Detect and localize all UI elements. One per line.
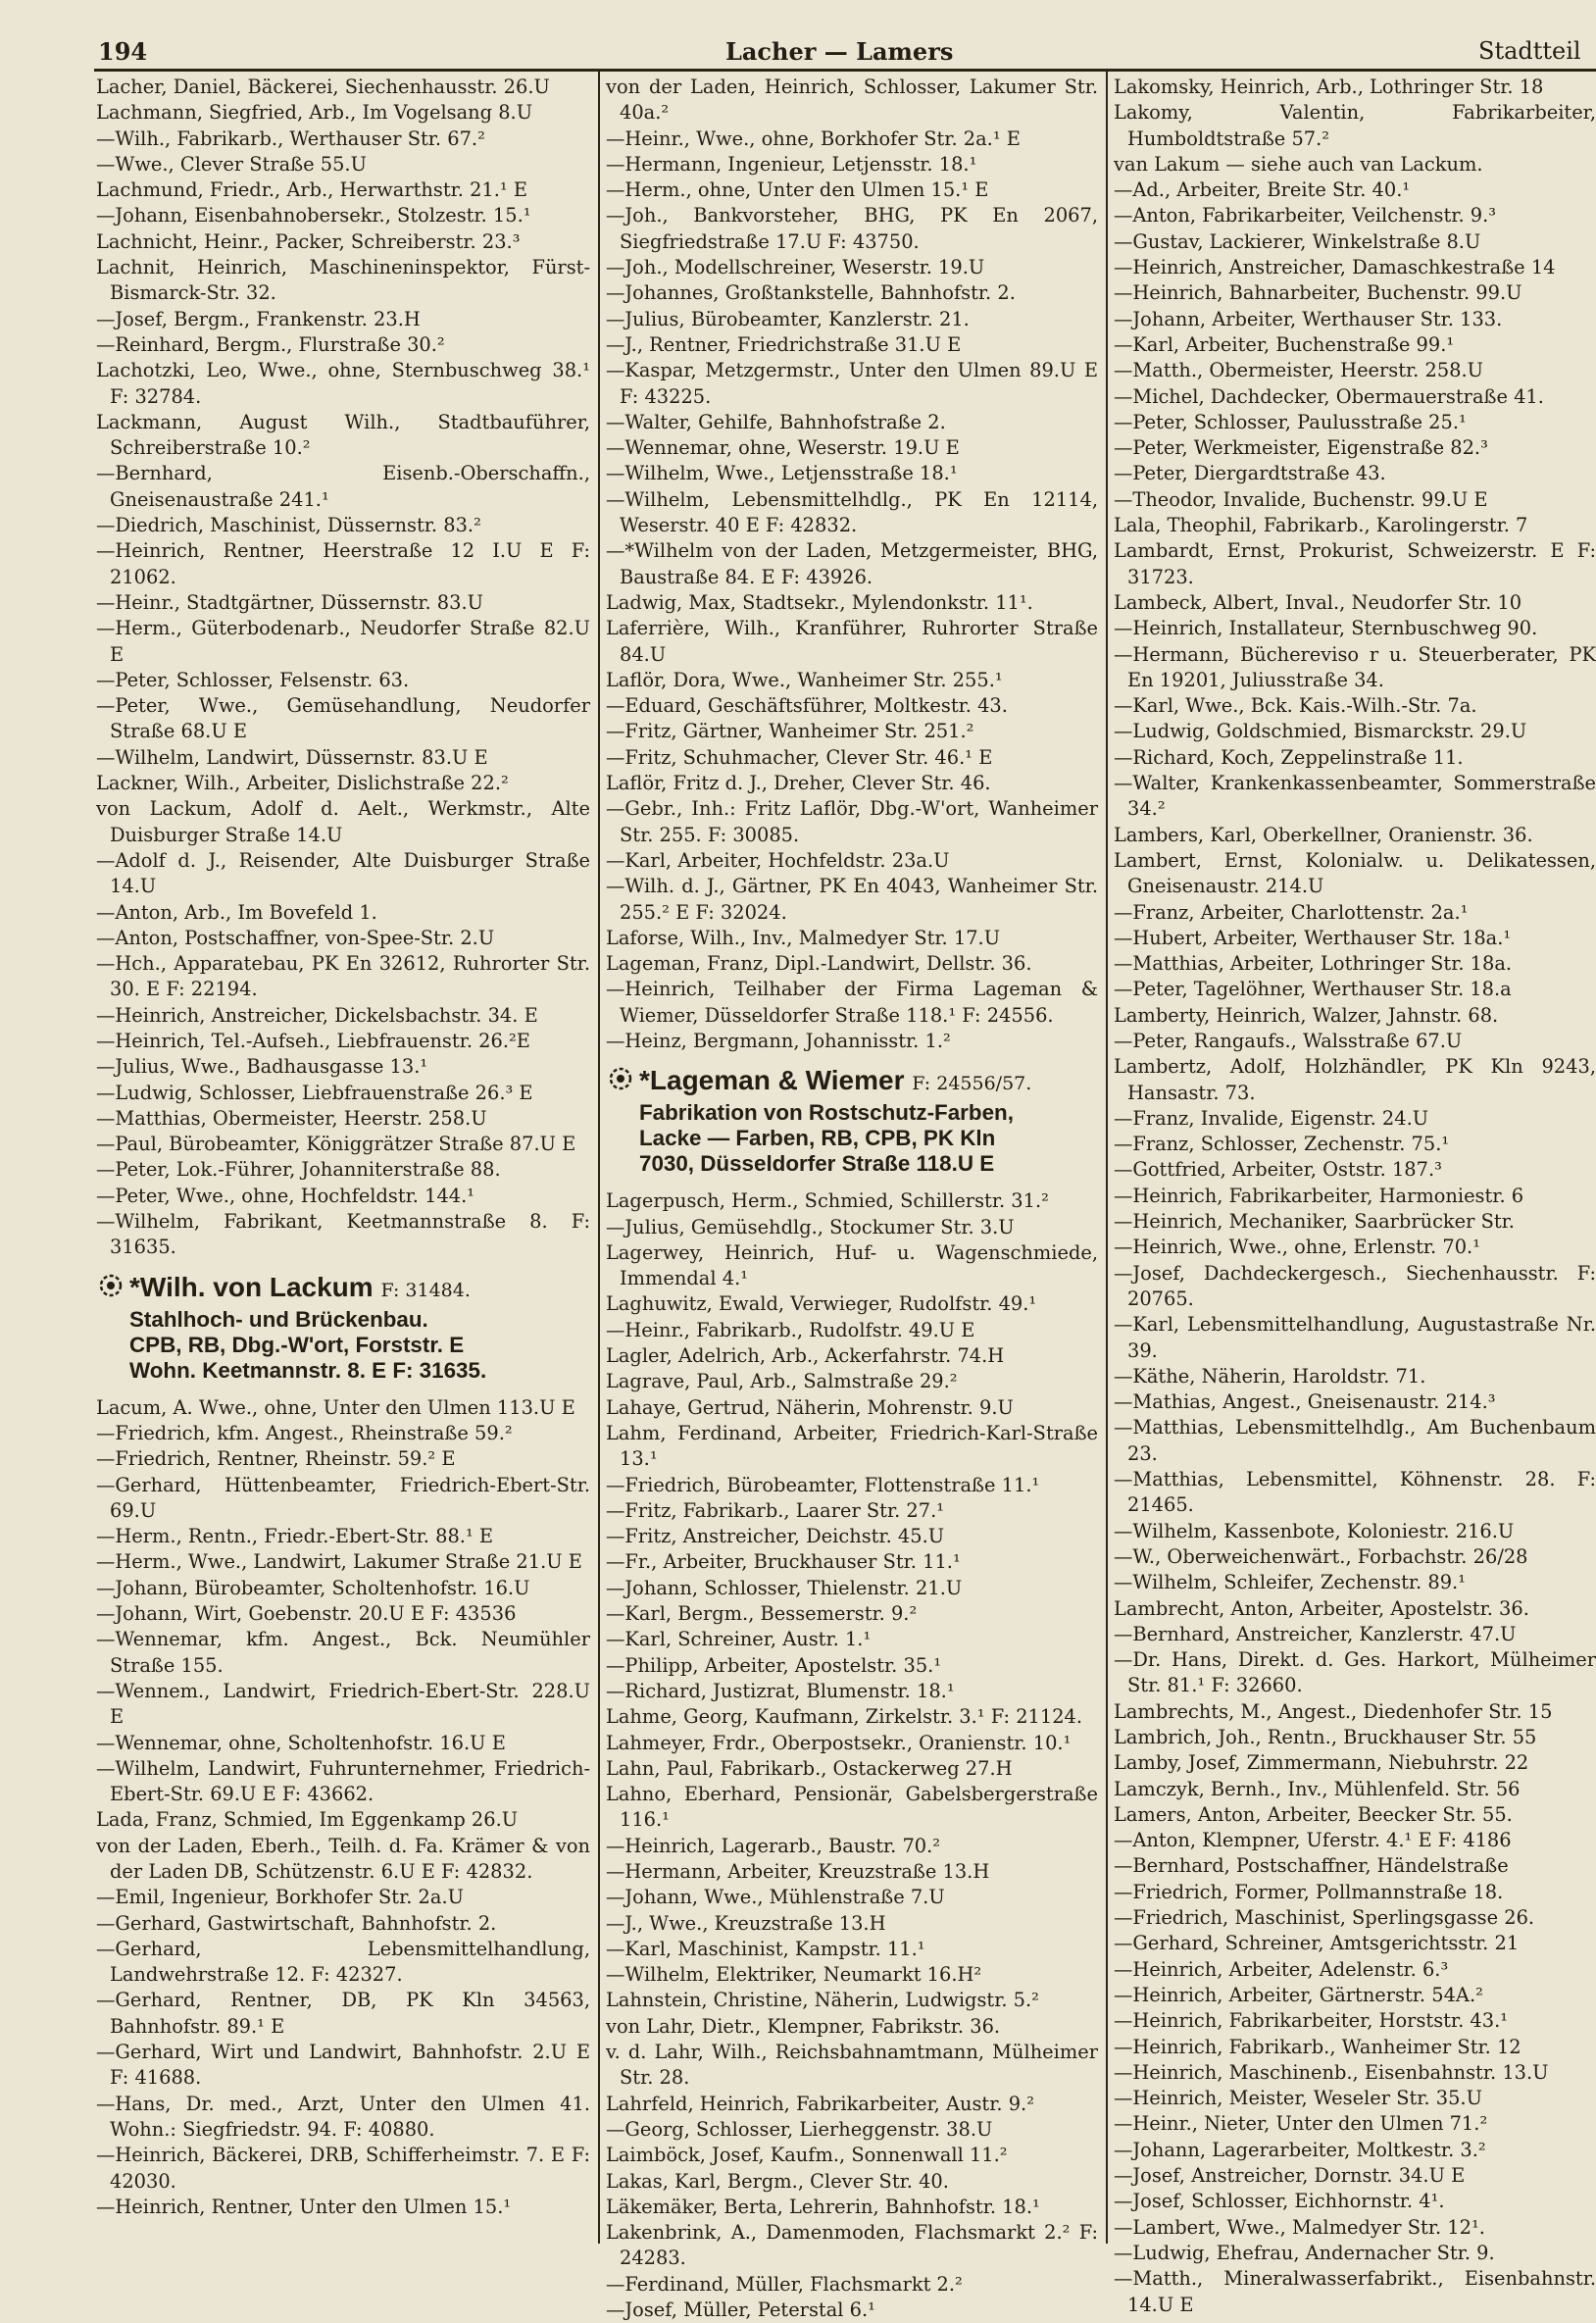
directory-entry: Lahn, Paul, Fabrikarb., Ostackerweg 27.H xyxy=(606,1756,1013,1780)
directory-entry: Lachnit, Heinrich, Maschineninspektor, Fürst-Bismarck-Str. 32. xyxy=(96,256,590,305)
directory-entry: —Ludwig, Ehefrau, Andernacher Str. 9. xyxy=(1114,2241,1495,2264)
directory-entry: —Wilh. d. J., Gärtner, PK En 4043, Wanheimer Str. 255.² E F: 32024. xyxy=(606,875,1098,924)
directory-entry: —Gerhard, Lebensmittelhandlung, Landwehrstraße 12. F: 42327. xyxy=(96,1937,590,1987)
directory-entry: —Peter, Lok.-Führer, Johanniterstraße 88. xyxy=(96,1158,501,1182)
column-divider xyxy=(598,71,600,2244)
directory-entry: —J., Wwe., Kreuzstraße 13.H xyxy=(606,1911,886,1935)
directory-entry: Lamby, Josef, Zimmermann, Niebuhrstr. 22 xyxy=(1114,1751,1529,1775)
ad-phone: F: 31484. xyxy=(380,1279,471,1301)
directory-entry: Lamczyk, Bernh., Inv., Mühlenfeld. Str. 56 xyxy=(1114,1777,1521,1800)
directory-entry: —Herm., ohne, Unter den Ulmen 15.¹ E xyxy=(606,178,989,202)
directory-entry: —Hermann, Ingenieur, Letjensstr. 18.¹ xyxy=(606,152,977,176)
directory-entry: —Heinrich, Rentner, Unter den Ulmen 15.¹ xyxy=(96,2195,512,2218)
directory-entry: —Bernhard, Eisenb.-Oberschaffn., Gneisenaustraße 241.¹ xyxy=(96,462,590,511)
directory-entry: —Friedrich, Bürobeamter, Flottenstraße 11.¹ xyxy=(606,1473,1040,1496)
directory-entry: —Franz, Schlosser, Zechenstr. 75.¹ xyxy=(1114,1133,1450,1156)
directory-entry: Lakenbrink, A., Damenmoden, Flachsmarkt 2.² F: 24283. xyxy=(606,2221,1098,2270)
directory-entry: —Heinrich, Teilhaber der Firma Lageman & Wiemer, Düsseldorfer Straße 118.¹ F: 24556. xyxy=(606,978,1098,1027)
directory-entry: Lakomy, Valentin, Fabrikarbeiter, Humboldtstraße 57.² xyxy=(1114,101,1596,150)
directory-entry: —Friedrich, Maschinist, Sperlingsgasse 26. xyxy=(1114,1906,1535,1930)
directory-entry: Lambrechts, M., Angest., Diedenhofer Str. 15 xyxy=(1114,1699,1553,1723)
advertisement-lageman-wiemer xyxy=(606,1064,1098,1177)
directory-entry: —Heinr., Stadtgärtner, Düssernstr. 83.U xyxy=(96,590,483,614)
directory-entry: Lackner, Wilh., Arbeiter, Dislichstraße 22.² xyxy=(96,772,509,795)
directory-entry: —Ludwig, Schlosser, Liebfrauenstraße 26.³ E xyxy=(96,1081,533,1104)
directory-entry: Lada, Franz, Schmied, Im Eggenkamp 26.U xyxy=(96,1808,519,1832)
ad-line: Wohn. Keetmannstr. 8. E F: 31635. xyxy=(129,1357,487,1383)
directory-entry: —Heinrich, Bäckerei, DRB, Schifferheimstr. 7. E F: 42030. xyxy=(96,2144,590,2193)
column-middle xyxy=(606,75,1098,2322)
directory-entry: —Dr. Hans, Direkt. d. Ges. Harkort, Mülheimer Str. 81.¹ F: 32660. xyxy=(1114,1648,1596,1697)
header-name-range: Lacher — Lamers xyxy=(725,37,954,66)
ad-line: 7030, Düsseldorfer Straße 118.U E xyxy=(639,1151,995,1177)
directory-entry: —Heinrich, Bahnarbeiter, Buchenstr. 99.U xyxy=(1114,281,1522,305)
directory-entry: von Lackum, Adolf d. Aelt., Werkmstr., Alte Duisburger Straße 14.U xyxy=(96,797,590,846)
directory-entry: —Heinrich, Mechaniker, Saarbrücker Str. xyxy=(1114,1210,1515,1234)
directory-entry: Lagler, Adelrich, Arb., Ackerfahrstr. 74.H xyxy=(606,1344,1005,1368)
directory-entry: —Wennemar, ohne, Weserstr. 19.U E xyxy=(606,436,960,460)
directory-entry: Lambrecht, Anton, Arbeiter, Apostelstr. 36. xyxy=(1114,1596,1529,1620)
directory-entry: Lachmund, Friedr., Arb., Herwarthstr. 21.¹ E xyxy=(96,178,528,202)
directory-entry: —Heinrich, Arbeiter, Gärtnerstr. 54A.² xyxy=(1114,1983,1483,2006)
directory-entry: —Wennemar, kfm. Angest., Bck. Neumühler Straße 155. xyxy=(96,1628,590,1677)
directory-entry: —Anton, Klempner, Uferstr. 4.¹ E F: 4186 xyxy=(1114,1829,1512,1852)
ad-phone: F: 24556/57. xyxy=(912,1073,1032,1095)
directory-entry: —Michel, Dachdecker, Obermauerstraße 41. xyxy=(1114,384,1544,408)
directory-entry: —Wilhelm, Landwirt, Fuhrunternehmer, Friedrich-Ebert-Str. 69.U E F: 43662. xyxy=(96,1756,590,1806)
directory-entry: —Walter, Krankenkassenbeamter, Sommerstraße 34.² xyxy=(1114,772,1596,821)
directory-entry: —Lambert, Wwe., Malmedyer Str. 12¹. xyxy=(1114,2215,1485,2239)
directory-entry: —Fr., Arbeiter, Bruckhauser Str. 11.¹ xyxy=(606,1550,961,1574)
directory-entry: —Anton, Arb., Im Bovefeld 1. xyxy=(96,900,377,924)
directory-entry: —W., Oberweichenwärt., Forbachstr. 26/28 xyxy=(1114,1544,1528,1568)
directory-entry: —Friedrich, Rentner, Rheinstr. 59.² E xyxy=(96,1447,456,1471)
directory-entry: —Kaspar, Metzgermstr., Unter den Ulmen 89.U E F: 43225. xyxy=(606,359,1098,408)
directory-entry: —Heinrich, Rentner, Heerstraße 12 I.U E F: 21062. xyxy=(96,539,590,588)
directory-entry: —Karl, Arbeiter, Hochfeldstr. 23a.U xyxy=(606,848,950,872)
directory-entry: —Peter, Werkmeister, Eigenstraße 82.³ xyxy=(1114,436,1488,460)
directory-entry: —Friedrich, kfm. Angest., Rheinstraße 59.² xyxy=(96,1421,513,1444)
directory-entry: —Peter, Wwe., ohne, Hochfeldstr. 144.¹ xyxy=(96,1184,475,1207)
directory-entry: —Georg, Schlosser, Lierheggenstr. 38.U xyxy=(606,2117,993,2141)
directory-entry: —Richard, Justizrat, Blumenstr. 18.¹ xyxy=(606,1679,955,1702)
directory-entry: —Wilhelm, Lebensmittelhdlg., PK En 12114, Weserstr. 40 E F: 42832. xyxy=(606,487,1098,537)
directory-entry: —Wilhelm, Landwirt, Düssernstr. 83.U E xyxy=(96,745,488,769)
directory-entry: —Heinr., Fabrikarb., Rudolfstr. 49.U E xyxy=(606,1318,975,1341)
directory-entry: —Peter, Diergardtstraße 43. xyxy=(1114,462,1386,485)
directory-entry: Lambrich, Joh., Rentn., Bruckhauser Str. 55 xyxy=(1114,1726,1537,1748)
directory-entry: —Friedrich, Former, Pollmannstraße 18. xyxy=(1114,1880,1504,1903)
directory-entry: —Bernhard, Anstreicher, Kanzlerstr. 47.U xyxy=(1114,1622,1517,1645)
directory-entry: —Johannes, Großtankstelle, Bahnhofstr. 2. xyxy=(606,281,1016,305)
directory-entry: —Joh., Bankvorsteher, BHG, PK En 2067, Siegfriedstraße 17.U F: 43750. xyxy=(606,204,1098,253)
directory-entry: —Diedrich, Maschinist, Düssernstr. 83.² xyxy=(96,514,481,537)
directory-entry: —Heinrich, Anstreicher, Damaschkestraße 14 xyxy=(1114,256,1556,279)
directory-entry: van Lakum — siehe auch van Lackum. xyxy=(1114,152,1483,176)
directory-entry: —Matthias, Obermeister, Heerstr. 258.U xyxy=(96,1106,487,1130)
directory-entry: Lahmeyer, Frdr., Oberpostsekr., Oranienstr. 10.¹ xyxy=(606,1731,1072,1754)
directory-entry: —Joh., Modellschreiner, Weserstr. 19.U xyxy=(606,256,985,279)
page-number: 194 xyxy=(98,37,148,66)
directory-entry: —Johann, Wirt, Goebenstr. 20.U E F: 43536 xyxy=(96,1602,517,1626)
directory-entry: —Fritz, Fabrikarb., Laarer Str. 27.¹ xyxy=(606,1498,945,1522)
directory-entry: Lambertz, Adolf, Holzhändler, PK Kln 9243, Hansastr. 73. xyxy=(1114,1055,1596,1104)
directory-entry: —Heinz, Bergmann, Johannisstr. 1.² xyxy=(606,1029,951,1052)
directory-entry: —Franz, Arbeiter, Charlottenstr. 2a.¹ xyxy=(1114,900,1469,924)
ad-line: Stahlhoch- und Brückenbau. xyxy=(129,1306,428,1332)
directory-entry: —Heinrich, Fabrikarbeiter, Harmoniestr. 6 xyxy=(1114,1184,1524,1207)
directory-entry: —Hermann, Arbeiter, Kreuzstraße 13.H xyxy=(606,1860,990,1883)
directory-entry: —Gerhard, Schreiner, Amtsgerichtsstr. 21 xyxy=(1114,1932,1520,1955)
directory-entry: —Wilhelm, Elektriker, Neumarkt 16.H² xyxy=(606,1963,982,1987)
directory-entry: —Matthias, Lebensmittelhdlg., Am Buchenbaum 23. xyxy=(1114,1416,1596,1465)
directory-entry: —Eduard, Geschäftsführer, Moltkestr. 43. xyxy=(606,694,1008,718)
directory-entry: —Ludwig, Goldschmied, Bismarckstr. 29.U xyxy=(1114,720,1527,743)
directory-entry: —Heinr., Wwe., ohne, Borkhofer Str. 2a.¹ E xyxy=(606,126,1021,150)
directory-entry: von der Laden, Heinrich, Schlosser, Lakumer Str. 40a.² xyxy=(606,76,1098,125)
directory-entry: —Wennem., Landwirt, Friedrich-Ebert-Str. 228.U E xyxy=(96,1679,590,1729)
directory-entry: Lakomsky, Heinrich, Arb., Lothringer Str. 18 xyxy=(1114,76,1544,98)
ad-company-name: *Lageman & Wiemer xyxy=(639,1065,905,1096)
directory-entry: Lahrfeld, Heinrich, Fabrikarbeiter, Austr. 9.² xyxy=(606,2092,1034,2115)
directory-entry: —Johann, Wwe., Mühlenstraße 7.U xyxy=(606,1886,945,1909)
directory-entry: Lacum, A. Wwe., ohne, Unter den Ulmen 113.U E xyxy=(96,1395,575,1419)
directory-entry: Lala, Theophil, Fabrikarb., Karolingerstr. 7 xyxy=(1114,514,1528,537)
directory-entry: —Reinhard, Bergm., Flurstraße 30.² xyxy=(96,332,445,356)
directory-entry: —Heinrich, Lagerarb., Baustr. 70.² xyxy=(606,1834,941,1857)
directory-entry: v. d. Lahr, Wilh., Reichsbahnamtmann, Mülheimer Str. 28. xyxy=(606,2041,1098,2090)
directory-entry: Lagerpusch, Herm., Schmied, Schillerstr. 31.² xyxy=(606,1189,1049,1213)
directory-entry: —Hermann, Büchereviso r u. Steuerberater, PK En 19201, Juliusstraße 34. xyxy=(1114,642,1596,691)
directory-entry: —Wilh., Fabrikarb., Werthauser Str. 67.² xyxy=(96,126,485,150)
directory-entry: —Matthias, Lebensmittel, Köhnenstr. 28. F: 21465. xyxy=(1114,1468,1596,1517)
directory-entry: —Bernhard, Postschaffner, Händelstraße xyxy=(1114,1854,1509,1878)
directory-entry: —Johann, Arbeiter, Werthauser Str. 133. xyxy=(1114,307,1503,330)
directory-entry: —Gerhard, Gastwirtschaft, Bahnhofstr. 2. xyxy=(96,1911,497,1935)
directory-entry: —Gebr., Inh.: Fritz Laflör, Dbg.-W'ort, Wanheimer Str. 255. F: 30085. xyxy=(606,797,1098,846)
directory-entry: —Wilhelm, Fabrikant, Keetmannstraße 8. F: 31635. xyxy=(96,1210,590,1259)
directory-entry: —Herm., Rentn., Friedr.-Ebert-Str. 88.¹ E xyxy=(96,1525,494,1548)
directory-entry: —Käthe, Näherin, Haroldstr. 71. xyxy=(1114,1364,1426,1388)
directory-entry: —Josef, Anstreicher, Dornstr. 34.U E xyxy=(1114,2164,1466,2188)
ad-company-name: *Wilh. von Lackum xyxy=(129,1271,374,1302)
directory-entry: —Gustav, Lackierer, Winkelstraße 8.U xyxy=(1114,229,1481,253)
directory-entry: —Hch., Apparatebau, PK En 32612, Ruhrorter Str. 30. E F: 22194. xyxy=(96,952,590,1001)
column-divider xyxy=(1106,71,1108,2244)
directory-entry: —Peter, Wwe., Gemüsehandlung, Neudorfer Straße 68.U E xyxy=(96,694,590,743)
directory-entry: —Wwe., Clever Straße 55.U xyxy=(96,152,367,176)
directory-entry: —Heinrich, Tel.-Aufseh., Liebfrauenstr. 26.²E xyxy=(96,1029,530,1052)
ad-line: CPB, RB, Dbg.-W'ort, Forststr. E xyxy=(129,1332,465,1357)
directory-entry: —Heinrich, Arbeiter, Adelenstr. 6.³ xyxy=(1114,1957,1449,1981)
directory-entry: von der Laden, Eberh., Teilh. d. Fa. Krämer & von der Laden DB, Schützenstr. 6.U E F: 42832. xyxy=(96,1834,590,1883)
directory-entry: —Heinrich, Fabrikarbeiter, Horststr. 43.¹ xyxy=(1114,2009,1509,2033)
directory-entry: —Peter, Tagelöhner, Werthauser Str. 18.a xyxy=(1114,978,1512,1001)
directory-entry: —Fritz, Schuhmacher, Clever Str. 46.¹ E xyxy=(606,745,993,769)
directory-entry: Lamers, Anton, Arbeiter, Beecker Str. 55. xyxy=(1114,1802,1513,1826)
directory-entry: Lahno, Eberhard, Pensionär, Gabelsbergerstraße 116.¹ xyxy=(606,1783,1098,1832)
directory-entry: Lambeck, Albert, Inval., Neudorfer Str. 10 xyxy=(1114,590,1522,614)
directory-entry: Lambers, Karl, Oberkellner, Oranienstr. 36. xyxy=(1114,823,1533,846)
directory-entry: Lagerwey, Heinrich, Huf- u. Wagenschmiede, Immendal 4.¹ xyxy=(606,1240,1098,1290)
directory-entry: —Karl, Lebensmittelhandlung, Augustastraße Nr. 39. xyxy=(1114,1313,1596,1362)
header-rule xyxy=(94,69,1596,72)
directory-entry: —Peter, Rangaufs., Walsstraße 67.U xyxy=(1114,1029,1463,1052)
directory-entry: —Philipp, Arbeiter, Apostelstr. 35.¹ xyxy=(606,1653,942,1677)
directory-entry: Lachmann, Siegfried, Arb., Im Vogelsang 8.U xyxy=(96,101,533,125)
directory-entry: —Karl, Bergm., Bessemerstr. 9.² xyxy=(606,1602,918,1626)
directory-entry: —Anton, Fabrikarbeiter, Veilchenstr. 9.³ xyxy=(1114,204,1497,227)
directory-entry: —Josef, Dachdeckergesch., Siechenhausstr. F: 20765. xyxy=(1114,1261,1596,1310)
directory-entry: —Josef, Bergm., Frankenstr. 23.H xyxy=(96,307,421,330)
column-right xyxy=(1114,75,1596,2316)
directory-entry: —Josef, Schlosser, Eichhornstr. 4¹. xyxy=(1114,2190,1445,2213)
directory-entry: —Ad., Arbeiter, Breite Str. 40.¹ xyxy=(1114,178,1411,202)
directory-entry: Lackmann, August Wilh., Stadtbauführer, Schreiberstraße 10.² xyxy=(96,410,590,460)
directory-entry: —Peter, Schlosser, Paulusstraße 25.¹ xyxy=(1114,410,1467,433)
directory-entry: —Wilhelm, Schleifer, Zechenstr. 89.¹ xyxy=(1114,1571,1466,1594)
directory-entry: —Hans, Dr. med., Arzt, Unter den Ulmen 41. Wohn.: Siegfriedstr. 94. F: 40880. xyxy=(96,2092,590,2141)
directory-entry: Läkemäker, Berta, Lehrerin, Bahnhofstr. 18.¹ xyxy=(606,2195,1040,2218)
directory-entry: —Wennemar, ohne, Scholtenhofstr. 16.U E xyxy=(96,1731,506,1754)
directory-entry: Laimböck, Josef, Kaufm., Sonnenwall 11.² xyxy=(606,2144,1008,2167)
directory-entry: Lahm, Ferdinand, Arbeiter, Friedrich-Karl-Straße 13.¹ xyxy=(606,1421,1098,1471)
directory-entry: —Heinrich, Fabrikarb., Wanheimer Str. 12 xyxy=(1114,2035,1521,2058)
directory-entry: —Matth., Mineralwasserfabrikt., Eisenbahnstr. 14.U E xyxy=(1114,2267,1596,2316)
directory-mark-icon xyxy=(606,1065,635,1100)
directory-entry: Laforse, Wilh., Inv., Malmedyer Str. 17.U xyxy=(606,926,1001,949)
directory-entry: —Anton, Postschaffner, von-Spee-Str. 2.U xyxy=(96,926,495,949)
directory-entry: Laflör, Fritz d. J., Dreher, Clever Str. 46. xyxy=(606,772,991,795)
directory-entry: —Wilhelm, Wwe., Letjensstraße 18.¹ xyxy=(606,462,958,485)
directory-entry: —Johann, Bürobeamter, Scholtenhofstr. 16.U xyxy=(96,1576,530,1599)
directory-entry: Lachotzki, Leo, Wwe., ohne, Sternbuschweg 38.¹ F: 32784. xyxy=(96,359,590,408)
directory-entry: Lahnstein, Christine, Näherin, Ludwigstr. 5.² xyxy=(606,1989,1039,2012)
directory-entry: —J., Rentner, Friedrichstraße 31.U E xyxy=(606,332,962,356)
directory-entry: —Karl, Arbeiter, Buchenstraße 99.¹ xyxy=(1114,332,1455,356)
directory-entry: Lahme, Georg, Kaufmann, Zirkelstr. 3.¹ F: 21124. xyxy=(606,1705,1083,1729)
directory-entry: —Paul, Bürobeamter, Königgrätzer Straße 87.U E xyxy=(96,1133,576,1156)
directory-entry: —Heinrich, Wwe., ohne, Erlenstr. 70.¹ xyxy=(1114,1236,1480,1259)
directory-entry: —Julius, Bürobeamter, Kanzlerstr. 21. xyxy=(606,307,970,330)
directory-entry: —Richard, Koch, Zeppelinstraße 11. xyxy=(1114,745,1464,769)
directory-entry: Lachnicht, Heinr., Packer, Schreiberstr. 23.³ xyxy=(96,229,521,253)
directory-entry: —*Wilhelm von der Laden, Metzgermeister, BHG, Baustraße 84. E F: 43926. xyxy=(606,539,1098,588)
directory-entry: —Gottfried, Arbeiter, Oststr. 187.³ xyxy=(1114,1158,1442,1182)
directory-entry: Lakas, Karl, Bergm., Clever Str. 40. xyxy=(606,2169,949,2193)
advertisement-lackum xyxy=(96,1271,590,1384)
directory-entry: —Adolf d. J., Reisender, Alte Duisburger Straße 14.U xyxy=(96,848,590,898)
directory-entry: —Karl, Wwe., Bck. Kais.-Wilh.-Str. 7a. xyxy=(1114,694,1477,718)
directory-entry: —Franz, Invalide, Eigenstr. 24.U xyxy=(1114,1106,1429,1130)
directory-entry: —Hubert, Arbeiter, Werthauser Str. 18a.¹ xyxy=(1114,926,1512,949)
column-left xyxy=(96,75,590,2242)
directory-entry: Laflör, Dora, Wwe., Wanheimer Str. 255.¹ xyxy=(606,668,1003,691)
directory-entry: —Johann, Lagerarbeiter, Moltkestr. 3.² xyxy=(1114,2138,1486,2161)
directory-entry: —Julius, Gemüsehdlg., Stockumer Str. 3.U xyxy=(606,1215,1015,1238)
directory-entry: Lambardt, Ernst, Prokurist, Schweizerstr. E F: 31723. xyxy=(1114,539,1596,588)
ad-line: Fabrikation von Rostschutz-Farben, xyxy=(639,1100,1014,1126)
directory-entry: von Lahr, Dietr., Klempner, Fabrikstr. 36. xyxy=(606,2014,1001,2038)
directory-entry: —Mathias, Angest., Gneisenaustr. 214.³ xyxy=(1114,1390,1496,1414)
directory-entry: —Herm., Güterbodenarb., Neudorfer Straße 82.U E xyxy=(96,617,590,666)
directory-entry: Lacher, Daniel, Bäckerei, Siechenhausstr. 26.U xyxy=(96,76,550,98)
directory-entry: —Julius, Wwe., Badhausgasse 13.¹ xyxy=(96,1055,428,1079)
directory-entry: —Theodor, Invalide, Buchenstr. 99.U E xyxy=(1114,487,1488,511)
directory-entry: —Johann, Eisenbahnobersekr., Stolzestr. 15.¹ xyxy=(96,204,531,227)
directory-entry: Laghuwitz, Ewald, Verwieger, Rudolfstr. 49.¹ xyxy=(606,1292,1037,1316)
directory-entry: —Heinrich, Anstreicher, Dickelsbachstr. 34. E xyxy=(96,1003,538,1027)
directory-entry: —Ferdinand, Müller, Flachsmarkt 2.² xyxy=(606,2272,963,2296)
ad-line: Lacke — Farben, RB, CPB, PK Kln xyxy=(639,1126,996,1151)
directory-entry: —Fritz, Gärtner, Wanheimer Str. 251.² xyxy=(606,720,974,743)
directory-entry: —Heinr., Nieter, Unter den Ulmen 71.² xyxy=(1114,2112,1488,2136)
directory-entry: Lageman, Franz, Dipl.-Landwirt, Dellstr. 36. xyxy=(606,952,1032,976)
directory-entry: Lamberty, Heinrich, Walzer, Jahnstr. 68. xyxy=(1114,1003,1499,1027)
directory-entry: Lagrave, Paul, Arb., Salmstraße 29.² xyxy=(606,1370,958,1393)
directory-mark-icon xyxy=(96,1272,125,1307)
directory-entry: —Emil, Ingenieur, Borkhofer Str. 2a.U xyxy=(96,1886,464,1909)
directory-entry: —Josef, Müller, Peterstal 6.¹ xyxy=(606,2298,875,2322)
directory-entry: Laferrière, Wilh., Kranführer, Ruhrorter Straße 84.U xyxy=(606,617,1098,666)
directory-entry: —Peter, Schlosser, Felsenstr. 63. xyxy=(96,668,410,691)
directory-entry: —Wilhelm, Kassenbote, Koloniestr. 216.U xyxy=(1114,1519,1515,1542)
directory-entry: —Heinrich, Meister, Weseler Str. 35.U xyxy=(1114,2087,1482,2110)
directory-entry: —Karl, Maschinist, Kampstr. 11.¹ xyxy=(606,1937,925,1960)
directory-entry: Lahaye, Gertrud, Näherin, Mohrenstr. 9.U xyxy=(606,1395,1014,1419)
directory-entry: —Matth., Obermeister, Heerstr. 258.U xyxy=(1114,359,1484,382)
directory-entry: Ladwig, Max, Stadtsekr., Mylendonkstr. 11¹. xyxy=(606,590,1033,614)
directory-entry: —Walter, Gehilfe, Bahnhofstraße 2. xyxy=(606,410,946,433)
directory-entry: —Karl, Schreiner, Austr. 1.¹ xyxy=(606,1628,872,1651)
directory-entry: —Herm., Wwe., Landwirt, Lakumer Straße 21.U E xyxy=(96,1550,582,1574)
header-section: Stadtteil xyxy=(1478,37,1581,65)
directory-entry: —Matthias, Arbeiter, Lothringer Str. 18a. xyxy=(1114,952,1513,976)
directory-entry: —Gerhard, Rentner, DB, PK Kln 34563, Bahnhofstr. 89.¹ E xyxy=(96,1989,590,2038)
directory-entry: —Fritz, Anstreicher, Deichstr. 45.U xyxy=(606,1525,945,1548)
directory-entry: Lambert, Ernst, Kolonialw. u. Delikatessen, Gneisenaustr. 214.U xyxy=(1114,848,1596,898)
directory-entry: —Johann, Schlosser, Thielenstr. 21.U xyxy=(606,1576,963,1599)
directory-entry: —Gerhard, Wirt und Landwirt, Bahnhofstr. 2.U E F: 41688. xyxy=(96,2041,590,2090)
directory-entry: —Heinrich, Maschinenb., Eisenbahnstr. 13.U xyxy=(1114,2060,1549,2084)
directory-entry: —Heinrich, Installateur, Sternbuschweg 90. xyxy=(1114,617,1538,640)
directory-entry: —Gerhard, Hüttenbeamter, Friedrich-Ebert-Str. 69.U xyxy=(96,1473,590,1522)
